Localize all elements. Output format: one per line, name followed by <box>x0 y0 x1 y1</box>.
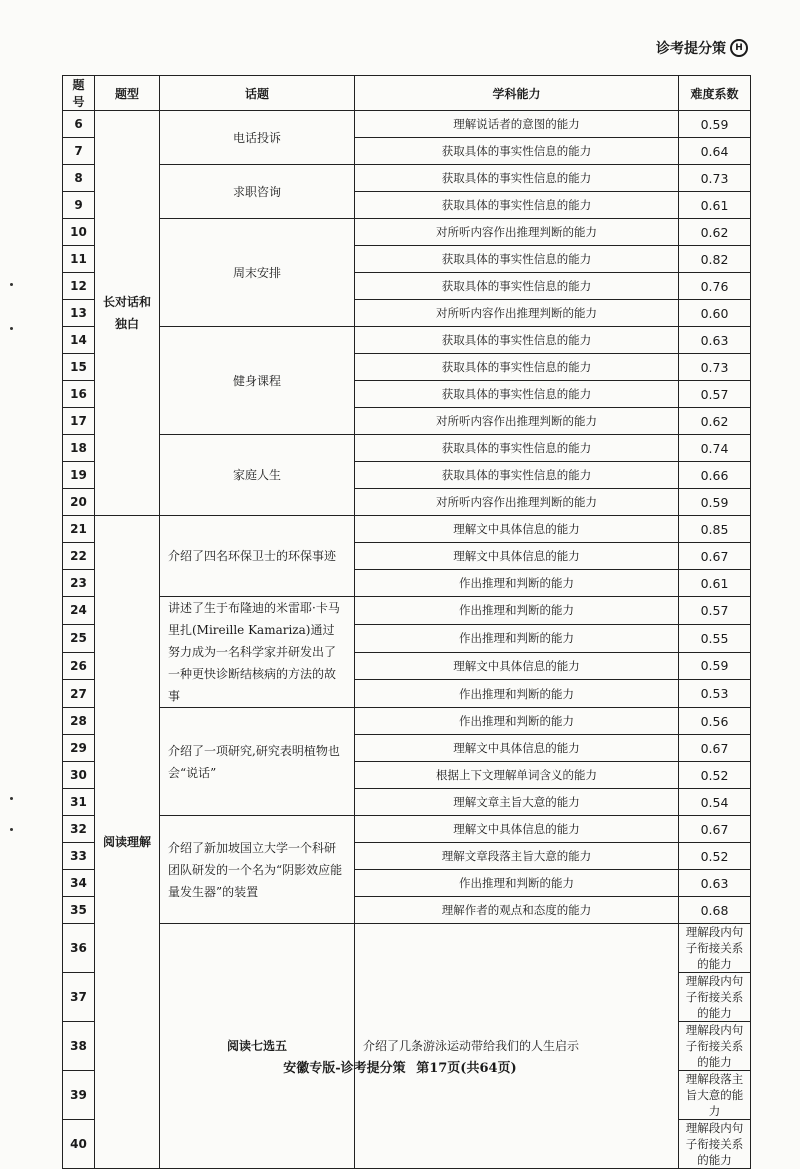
question-type: 阅读理解 <box>95 516 160 1169</box>
question-number: 8 <box>63 165 95 192</box>
difficulty-cell: 0.85 <box>679 516 751 543</box>
ability-cell: 获取具体的事实性信息的能力 <box>355 462 679 489</box>
ability-cell: 理解作者的观点和态度的能力 <box>355 897 679 924</box>
question-type: 阅读七选五 <box>160 924 355 1169</box>
question-number: 17 <box>63 408 95 435</box>
ability-cell: 作出推理和判断的能力 <box>355 680 679 708</box>
question-number: 23 <box>63 570 95 597</box>
ability-cell: 作出推理和判断的能力 <box>355 624 679 652</box>
question-number: 7 <box>63 138 95 165</box>
topic-cell: 讲述了生于布隆迪的米雷耶·卡马里扎(Mireille Kamariza)通过努力成为一名科学家并研发出了一种更快诊断结核病的方法的故事 <box>160 597 355 708</box>
exam-analysis-table <box>62 75 751 1169</box>
question-number: 25 <box>63 624 95 652</box>
question-number: 36 <box>63 924 95 973</box>
topic-cell: 介绍了一项研究,研究表明植物也会“说话” <box>160 708 355 816</box>
brand-logo-icon: H <box>730 39 748 57</box>
question-number: 21 <box>63 516 95 543</box>
topic-cell: 介绍了几条游泳运动带给我们的人生启示 <box>355 924 679 1169</box>
question-number: 16 <box>63 381 95 408</box>
difficulty-cell: 0.67 <box>679 735 751 762</box>
scan-mark <box>10 828 13 831</box>
question-number: 15 <box>63 354 95 381</box>
page-footer <box>0 1057 800 1076</box>
topic-cell: 家庭人生 <box>160 435 355 516</box>
question-number: 30 <box>63 762 95 789</box>
ability-cell: 获取具体的事实性信息的能力 <box>355 246 679 273</box>
header-topic: 话题 <box>160 76 355 111</box>
header-title <box>656 38 748 58</box>
difficulty-cell: 0.62 <box>679 219 751 246</box>
ability-cell: 理解文章主旨大意的能力 <box>355 789 679 816</box>
question-number: 33 <box>63 843 95 870</box>
ability-cell: 对所听内容作出推理判断的能力 <box>355 219 679 246</box>
ability-cell: 理解段落主旨大意的能力 <box>679 1071 751 1120</box>
difficulty-cell: 0.61 <box>679 570 751 597</box>
table-row <box>63 708 751 735</box>
question-number: 6 <box>63 111 95 138</box>
question-number: 26 <box>63 652 95 680</box>
ability-cell: 作出推理和判断的能力 <box>355 870 679 897</box>
topic-cell: 求职咨询 <box>160 165 355 219</box>
question-number: 11 <box>63 246 95 273</box>
table-row <box>63 816 751 843</box>
difficulty-cell: 0.55 <box>679 624 751 652</box>
difficulty-cell: 0.66 <box>679 462 751 489</box>
footer-page: 第17页(共64页) <box>416 1061 517 1076</box>
ability-cell: 获取具体的事实性信息的能力 <box>355 273 679 300</box>
ability-cell: 获取具体的事实性信息的能力 <box>355 435 679 462</box>
difficulty-cell: 0.67 <box>679 816 751 843</box>
difficulty-cell: 0.53 <box>679 680 751 708</box>
question-number: 39 <box>63 1071 95 1120</box>
scan-mark <box>10 797 13 800</box>
question-number: 29 <box>63 735 95 762</box>
table-row <box>63 924 751 973</box>
ability-cell: 获取具体的事实性信息的能力 <box>355 192 679 219</box>
header-num: 题号 <box>63 76 95 111</box>
question-number: 28 <box>63 708 95 735</box>
ability-cell: 根据上下文理解单词含义的能力 <box>355 762 679 789</box>
question-number: 37 <box>63 973 95 1022</box>
header-type: 题型 <box>95 76 160 111</box>
ability-cell: 作出推理和判断的能力 <box>355 708 679 735</box>
header-title-text: 诊考提分策 <box>656 41 726 57</box>
difficulty-cell: 0.57 <box>679 381 751 408</box>
ability-cell: 理解文中具体信息的能力 <box>355 816 679 843</box>
ability-cell: 理解段内句子衔接关系的能力 <box>679 924 751 973</box>
ability-cell: 获取具体的事实性信息的能力 <box>355 354 679 381</box>
difficulty-cell: 0.54 <box>679 789 751 816</box>
difficulty-cell: 0.63 <box>679 870 751 897</box>
question-number: 12 <box>63 273 95 300</box>
difficulty-cell: 0.59 <box>679 489 751 516</box>
ability-cell: 获取具体的事实性信息的能力 <box>355 381 679 408</box>
question-number: 32 <box>63 816 95 843</box>
difficulty-cell: 0.52 <box>679 762 751 789</box>
question-number: 10 <box>63 219 95 246</box>
question-number: 14 <box>63 327 95 354</box>
difficulty-cell: 0.61 <box>679 192 751 219</box>
difficulty-cell: 0.73 <box>679 165 751 192</box>
header-difficulty: 难度系数 <box>679 76 751 111</box>
question-number: 19 <box>63 462 95 489</box>
scan-mark <box>10 283 13 286</box>
difficulty-cell: 0.52 <box>679 843 751 870</box>
question-type: 长对话和独白 <box>95 111 160 516</box>
question-number: 13 <box>63 300 95 327</box>
difficulty-cell: 0.73 <box>679 354 751 381</box>
difficulty-cell: 0.76 <box>679 273 751 300</box>
question-number: 24 <box>63 597 95 625</box>
ability-cell: 理解段内句子衔接关系的能力 <box>679 1120 751 1169</box>
difficulty-cell: 0.60 <box>679 300 751 327</box>
difficulty-cell: 0.74 <box>679 435 751 462</box>
footer-edition: 安徽专版-诊考提分策 <box>283 1061 406 1076</box>
question-number: 27 <box>63 680 95 708</box>
question-number: 35 <box>63 897 95 924</box>
ability-cell: 理解文中具体信息的能力 <box>355 652 679 680</box>
ability-cell: 获取具体的事实性信息的能力 <box>355 165 679 192</box>
topic-cell: 介绍了四名环保卫士的环保事迹 <box>160 516 355 597</box>
question-number: 20 <box>63 489 95 516</box>
ability-cell: 作出推理和判断的能力 <box>355 570 679 597</box>
question-number: 22 <box>63 543 95 570</box>
ability-cell: 理解说话者的意图的能力 <box>355 111 679 138</box>
table-row <box>63 165 751 192</box>
ability-cell: 理解段内句子衔接关系的能力 <box>679 1022 751 1071</box>
table-row <box>63 219 751 246</box>
table-row <box>63 516 751 543</box>
ability-cell: 理解文中具体信息的能力 <box>355 543 679 570</box>
question-number: 9 <box>63 192 95 219</box>
difficulty-cell: 0.62 <box>679 408 751 435</box>
ability-cell: 理解文中具体信息的能力 <box>355 516 679 543</box>
question-number: 34 <box>63 870 95 897</box>
ability-cell: 获取具体的事实性信息的能力 <box>355 327 679 354</box>
difficulty-cell: 0.59 <box>679 111 751 138</box>
ability-cell: 对所听内容作出推理判断的能力 <box>355 300 679 327</box>
topic-cell: 周末安排 <box>160 219 355 327</box>
table-row <box>63 597 751 625</box>
question-number: 38 <box>63 1022 95 1071</box>
scan-mark <box>10 327 13 330</box>
ability-cell: 理解文章段落主旨大意的能力 <box>355 843 679 870</box>
topic-cell: 健身课程 <box>160 327 355 435</box>
difficulty-cell: 0.63 <box>679 327 751 354</box>
table-header-row <box>63 76 751 111</box>
difficulty-cell: 0.59 <box>679 652 751 680</box>
difficulty-cell: 0.68 <box>679 897 751 924</box>
topic-cell: 电话投诉 <box>160 111 355 165</box>
difficulty-cell: 0.82 <box>679 246 751 273</box>
ability-cell: 理解文中具体信息的能力 <box>355 735 679 762</box>
difficulty-cell: 0.64 <box>679 138 751 165</box>
question-number: 40 <box>63 1120 95 1169</box>
header-ability: 学科能力 <box>355 76 679 111</box>
table-row <box>63 327 751 354</box>
ability-cell: 理解段内句子衔接关系的能力 <box>679 973 751 1022</box>
difficulty-cell: 0.56 <box>679 708 751 735</box>
table-row <box>63 111 751 138</box>
question-number: 31 <box>63 789 95 816</box>
ability-cell: 获取具体的事实性信息的能力 <box>355 138 679 165</box>
difficulty-cell: 0.57 <box>679 597 751 625</box>
table-row <box>63 435 751 462</box>
ability-cell: 对所听内容作出推理判断的能力 <box>355 408 679 435</box>
question-number: 18 <box>63 435 95 462</box>
ability-cell: 对所听内容作出推理判断的能力 <box>355 489 679 516</box>
difficulty-cell: 0.67 <box>679 543 751 570</box>
topic-cell: 介绍了新加坡国立大学一个科研团队研发的一个名为“阴影效应能量发生器”的装置 <box>160 816 355 924</box>
ability-cell: 作出推理和判断的能力 <box>355 597 679 625</box>
